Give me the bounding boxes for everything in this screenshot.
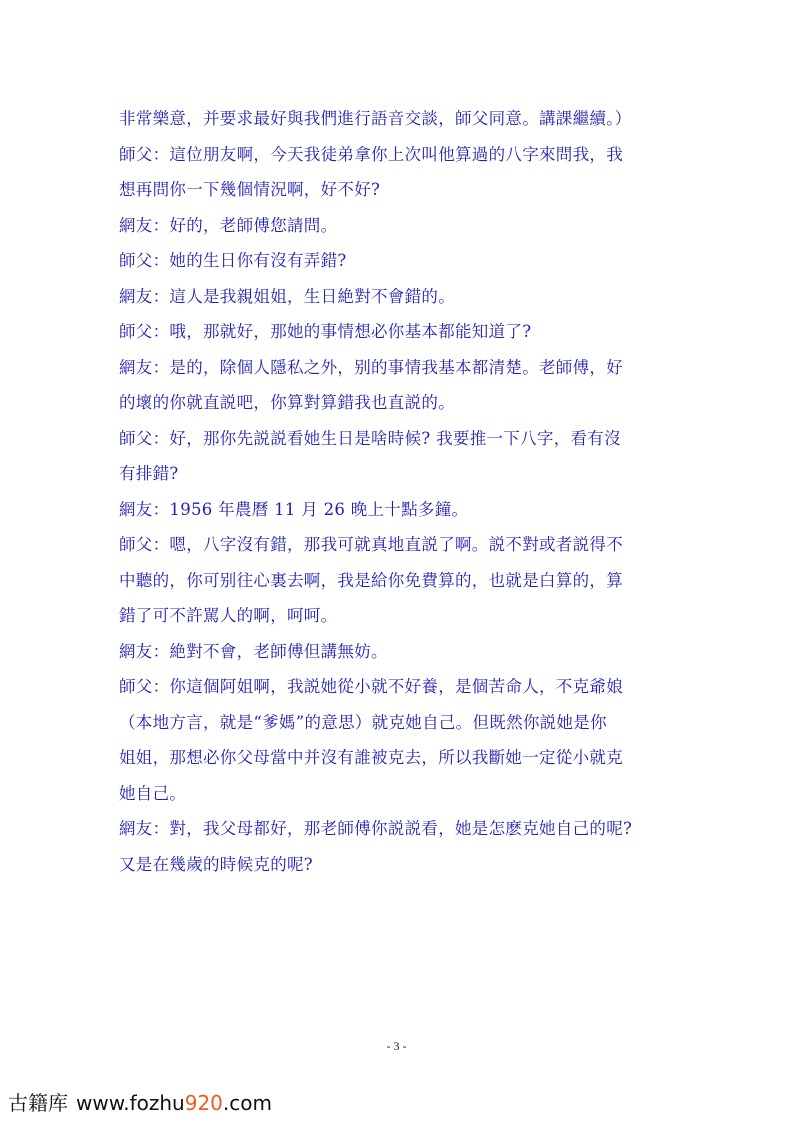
text-line: 中聽的，你可别往心裏去啊，我是給你免費算的，也就是白算的，算 (119, 570, 623, 590)
watermark-site-name: 古籍库 (8, 1091, 68, 1115)
text-line: 師父：嗯，八字沒有錯，那我可就真地直説了啊。説不對或者説得不 (119, 535, 623, 554)
text-line: （本地方言，就是“爹媽”的意思）就克她自己。但既然你説她是你 (119, 712, 607, 732)
text-line: 師父：你這個阿姐啊，我説她從小就不好養，是個苦命人，不克爺娘 (119, 677, 623, 696)
text-line: 又是在幾歲的時候克的呢? (119, 854, 313, 874)
text-line: 師父：她的生日你有沒有弄錯? (119, 251, 347, 270)
site-watermark[interactable] (8, 1087, 272, 1116)
text-line: 她自己。 (119, 783, 187, 803)
text-line: 有排錯? (119, 464, 179, 483)
text-line: 網友：絶對不會，老師傅但講無妨。 (119, 641, 388, 661)
document-body (119, 101, 675, 882)
watermark-url-digits: 920 (184, 1091, 223, 1115)
text-line: 錯了可不許駡人的啊，呵呵。 (119, 606, 338, 625)
page-number: - 3 - (386, 1039, 407, 1053)
text-line: 師父：這位朋友啊，今天我徒弟拿你上次叫他算過的八字來問我，我 (119, 144, 623, 164)
text-line: 想再問你一下幾個情況啊，好不好? (119, 180, 381, 199)
text-line: 網友：是的，除個人隱私之外，别的事情我基本都清楚。老師傅，好 (119, 357, 623, 377)
text-line: 師父：好，那你先説説看她生日是啥時候? 我要推一下八字，看有沒 (119, 428, 621, 448)
text-line: 網友：這人是我親姐姐，生日絶對不會錯的。 (119, 286, 455, 306)
text-line: 網友：1956 年農曆 11 月 26 晚上十點多鐘。 (119, 499, 469, 519)
watermark-url-suffix: .com (222, 1091, 272, 1115)
text-line: 的壞的你就直説吧，你算對算錯我也直説的。 (119, 393, 455, 412)
watermark-url-prefix: www.fozhu (76, 1091, 185, 1115)
text-line: 非常樂意，并要求最好與我們進行語音交談，師父同意。講課繼續。） (119, 109, 632, 128)
text-line: 姐姐，那想必你父母當中并沒有誰被克去，所以我斷她一定從小就克 (119, 748, 623, 767)
text-line: 網友：對，我父母都好，那老師傅你説説看，她是怎麽克她自己的呢? (119, 819, 633, 838)
text-line: 師父：哦，那就好，那她的事情想必你基本都能知道了? (119, 322, 532, 341)
text-line: 網友：好的，老師傅您請問。 (119, 215, 338, 235)
